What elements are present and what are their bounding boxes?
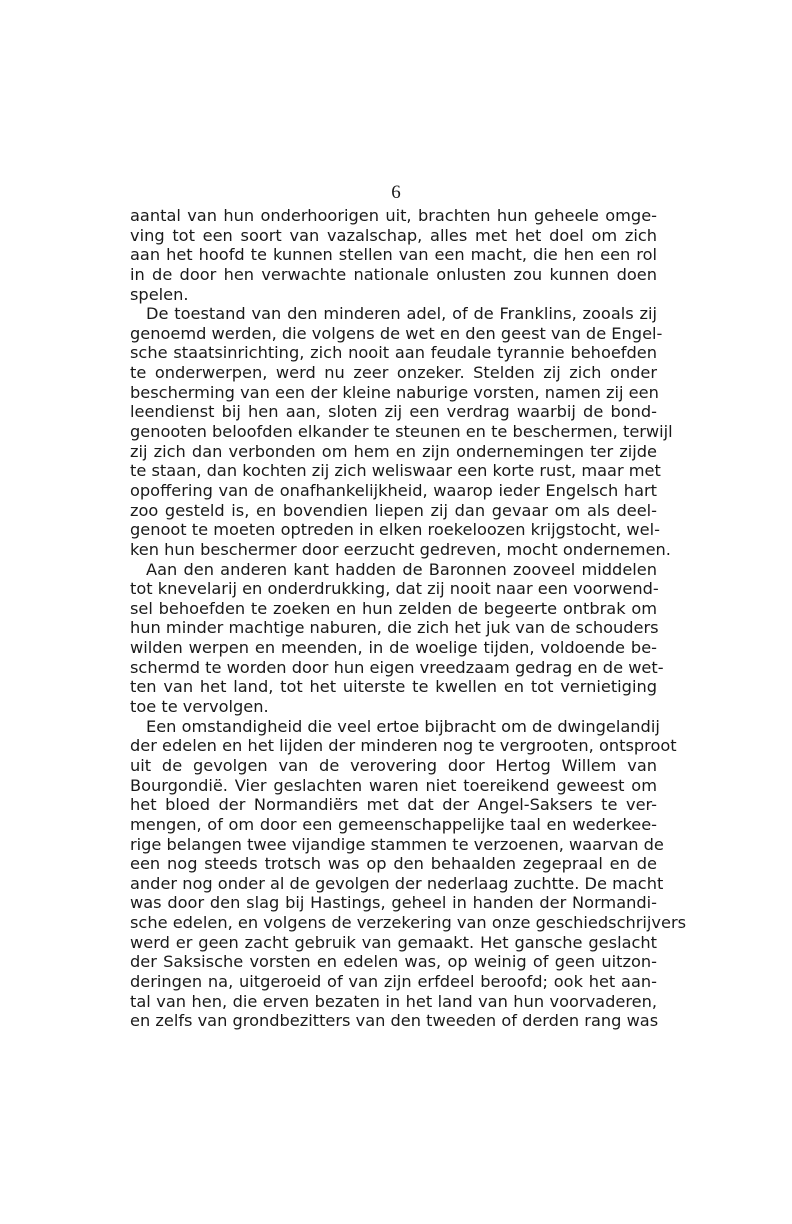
text-line: in de door hen verwachte nationale onlusten zou kunnen doen [130,264,657,284]
text-line: opoffering van de onafhankelijkheid, waarop ieder Engelsch hart [130,480,657,500]
text-line: zij zich dan verbonden om hem en zijn ondernemingen ter zijde [130,441,657,461]
text-line: wilden werpen en meenden, in de woelige tijden, voldoende be- [130,638,657,658]
paragraph [130,559,664,717]
text-line: leendienst bij hen aan, sloten zij een verdrag waarbij de bond- [130,402,657,422]
page-number: 6 [391,182,401,203]
text-line: mengen, of om door een gemeenschappelijke taal en wederkee- [130,814,657,834]
text-line: het bloed der Normandiërs met dat der Angel-Saksers te ver- [130,795,657,815]
text-line: sche edelen, en volgens de verzekering van onze geschiedschrijvers [130,913,687,933]
text-line: ken hun beschermer door eerzucht gedreven, mocht ondernemen. [130,539,671,559]
text-line: toe te vervolgen. [130,697,269,717]
text-line: tal van hen, die erven bezaten in het land van hun voorvaderen, [130,991,657,1011]
text-line: werd er geen zacht gebruik van gemaakt. Het gansche geslacht [130,932,657,952]
text-line: Bourgondië. Vier geslachten waren niet toereikend geweest om [130,775,657,795]
text-line: deringen na, uitgeroeid of van zijn erfdeel beroofd; ook het aan- [130,971,657,991]
text-line: ander nog onder al de gevolgen der nederlaag zuchtte. De macht [130,873,664,893]
text-line: was door den slag bij Hastings, geheel in handen der Normandi- [130,893,657,913]
body-text [130,206,687,1031]
text-line: ten van het land, tot het uiterste te kwellen en tot vernietiging [130,677,657,697]
text-line: aantal van hun onderhoorigen uit, brachten hun geheele omge- [130,206,657,225]
text-line: Een omstandigheid die veel ertoe bijbracht om de dwingelandij [146,716,660,736]
paragraph [130,206,657,304]
text-line: aan het hoofd te kunnen stellen van een macht, die hen een rol [130,245,657,265]
text-line: spelen. [130,284,189,304]
text-line: genoot te moeten optreden in elken roekeloozen krijgstocht, wel- [130,520,660,540]
text-line: Aan den anderen kant hadden de Baronnen zooveel middelen [146,559,657,579]
text-line: rige belangen twee vijandige stammen te verzoenen, waarvan de [130,834,664,854]
text-line: en zelfs van grondbezitters van den tweeden of derden rang was [130,1011,659,1031]
paragraph [130,716,687,1031]
text-line: sel behoefden te zoeken en hun zelden de begeerte ontbrak om [130,598,657,618]
text-line: te onderwerpen, werd nu zeer onzeker. Stelden zij zich onder [130,363,657,383]
text-line: schermd te worden door hun eigen vreedzaam gedrag en de wet- [130,657,664,677]
text-line: een nog steeds trotsch was op den behaalden zegepraal en de [130,854,657,874]
text-line: sche staatsinrichting, zich nooit aan feudale tyrannie behoefden [130,343,657,363]
text-line: genooten beloofden elkander te steunen en te beschermen, terwijl [130,422,673,442]
text-line: te staan, dan kochten zij zich weliswaar een korte rust, maar met [130,461,661,481]
text-line: der Saksische vorsten en edelen was, op weinig of geen uitzon- [130,952,657,972]
text-line: bescherming van een der kleine naburige vorsten, namen zij een [130,382,659,402]
paragraph [130,304,673,559]
text-line: ving tot een soort van vazalschap, alles met het doel om zich [130,225,657,245]
text-line: tot knevelarij en onderdrukking, dat zij nooit naar een voorwend- [130,579,659,599]
text-line: De toestand van den minderen adel, of de Franklins, zooals zij [146,304,657,324]
text-line: hun minder machtige naburen, die zich het juk van de schouders [130,618,659,638]
text-line: der edelen en het lijden der minderen nog te vergrooten, ontsproot [130,736,677,756]
text-line: zoo gesteld is, en bovendien liepen zij dan gevaar om als deel- [130,500,657,520]
text-line: genoemd werden, die volgens de wet en den geest van de Engel- [130,323,663,343]
text-line: uit de gevolgen van de verovering door Hertog Willem van [130,755,657,775]
